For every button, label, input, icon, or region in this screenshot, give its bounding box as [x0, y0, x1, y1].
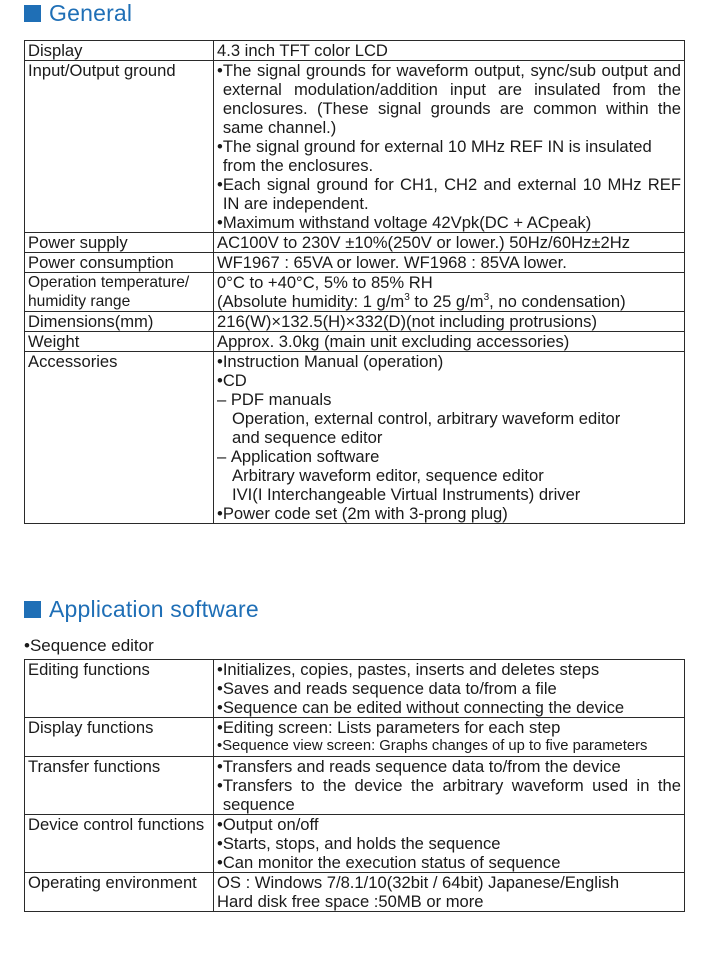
table-row	[25, 61, 685, 233]
os-line: OS : Windows 7/8.1/10(32bit / 64bit) Japanese/English	[217, 873, 620, 892]
list-item: • Can monitor the execution status of sequence	[217, 853, 561, 872]
app-software-line2: IVI(I Interchangeable Virtual Instruments) driver	[232, 485, 581, 504]
list-item: • The signal ground for external 10 MHz REF IN is insulated from the enclosures.	[217, 137, 652, 175]
editing-functions-value	[214, 660, 685, 718]
display-value: 4.3 inch TFT color LCD	[214, 41, 685, 61]
list-item: • Each signal ground for CH1, CH2 and external 10 MHz REF IN are independent.	[217, 175, 681, 213]
power-supply-label: Power supply	[25, 233, 214, 253]
list-item: • Initializes, copies, pastes, inserts and deletes steps	[217, 660, 600, 679]
table-row	[25, 253, 685, 273]
operation-temp-line1: 0°C to +40°C, 5% to 85% RH	[217, 273, 433, 292]
list-item: – Application software	[217, 447, 380, 466]
list-item: • Output on/off	[217, 815, 319, 834]
list-item: • Editing screen: Lists parameters for each step	[217, 718, 561, 737]
transfer-functions-label: Transfer functions	[25, 757, 214, 815]
operation-temp-label-line1: Operation temperature/	[28, 274, 190, 291]
dimensions-label: Dimensions(mm)	[25, 312, 214, 332]
operating-environment-label: Operating environment	[25, 873, 214, 912]
display-functions-label: Display functions	[25, 718, 214, 757]
square-bullet-icon	[24, 5, 41, 22]
operation-temp-line2: (Absolute humidity: 1 $g/m^3$ to 25 $g/m^3$, no condensation)	[217, 292, 626, 311]
list-item: • Power code set (2m with 3-prong plug)	[217, 504, 508, 523]
table-row	[25, 660, 685, 718]
list-item: • Saves and reads sequence data to/from a file	[217, 679, 557, 698]
general-section-header	[24, 0, 132, 27]
weight-label: Weight	[25, 332, 214, 352]
list-item: • Starts, stops, and holds the sequence	[217, 834, 501, 853]
app-spec-table	[24, 659, 685, 912]
device-control-label: Device control functions	[25, 815, 214, 873]
pdf-manuals-line1: Operation, external control, arbitrary waveform editor	[232, 409, 621, 428]
pdf-manuals-line2: and sequence editor	[232, 428, 383, 447]
table-row	[25, 815, 685, 873]
operation-temp-value	[214, 273, 685, 312]
operating-environment-value	[214, 873, 685, 912]
list-item: • The signal grounds for waveform output, sync/sub output and external modulation/addition input are insulated from the enclosures. (These signal grounds are common within the same channel.)	[217, 61, 681, 137]
app-software-line1: Arbitrary waveform editor, sequence editor	[232, 466, 544, 485]
table-row	[25, 873, 685, 912]
list-item: • Maximum withstand voltage 42Vpk(DC + ACpeak)	[217, 213, 592, 232]
weight-value: Approx. 3.0kg (main unit excluding accessories)	[214, 332, 685, 352]
list-item: • Sequence view screen: Graphs changes of up to five parameters	[217, 738, 648, 754]
table-row	[25, 757, 685, 815]
table-row	[25, 233, 685, 253]
transfer-functions-value	[214, 757, 685, 815]
editing-functions-label: Editing functions	[25, 660, 214, 718]
list-item: – PDF manuals	[217, 390, 332, 409]
disk-space-line: Hard disk free space :50MB or more	[217, 892, 484, 911]
list-item: • Transfers to the device the arbitrary waveform used in the sequence	[217, 776, 681, 814]
list-item: • Transfers and reads sequence data to/from the device	[217, 757, 621, 776]
square-bullet-icon	[24, 601, 41, 618]
operation-temp-label-line2: humidity range	[28, 293, 131, 310]
sequence-editor-heading: •Sequence editor	[24, 636, 154, 655]
power-supply-value: AC100V to 230V ±10%(250V or lower.) 50Hz/60Hz±2Hz	[214, 233, 685, 253]
power-consumption-value: WF1967 : 65VA or lower. WF1968 : 85VA lower.	[214, 253, 685, 273]
device-control-value	[214, 815, 685, 873]
table-row	[25, 352, 685, 524]
table-row	[25, 41, 685, 61]
operation-temp-label	[25, 273, 214, 312]
accessories-value	[214, 352, 685, 524]
general-spec-table	[24, 40, 685, 524]
io-ground-label: Input/Output ground	[25, 61, 214, 233]
list-item: • CD	[217, 371, 247, 390]
table-row	[25, 312, 685, 332]
power-consumption-label: Power consumption	[25, 253, 214, 273]
app-title: Application software	[49, 596, 259, 622]
io-ground-value	[214, 61, 685, 233]
list-item: • Sequence can be edited without connecting the device	[217, 698, 625, 717]
display-functions-value	[214, 718, 685, 757]
dimensions-value: 216(W)×132.5(H)×332(D)(not including protrusions)	[214, 312, 685, 332]
general-title: General	[49, 0, 133, 26]
table-row	[25, 718, 685, 757]
display-label: Display	[25, 41, 214, 61]
list-item: • Instruction Manual (operation)	[217, 352, 444, 371]
accessories-label: Accessories	[25, 352, 214, 524]
app-section-header	[24, 596, 259, 623]
table-row	[25, 273, 685, 312]
table-row	[25, 332, 685, 352]
